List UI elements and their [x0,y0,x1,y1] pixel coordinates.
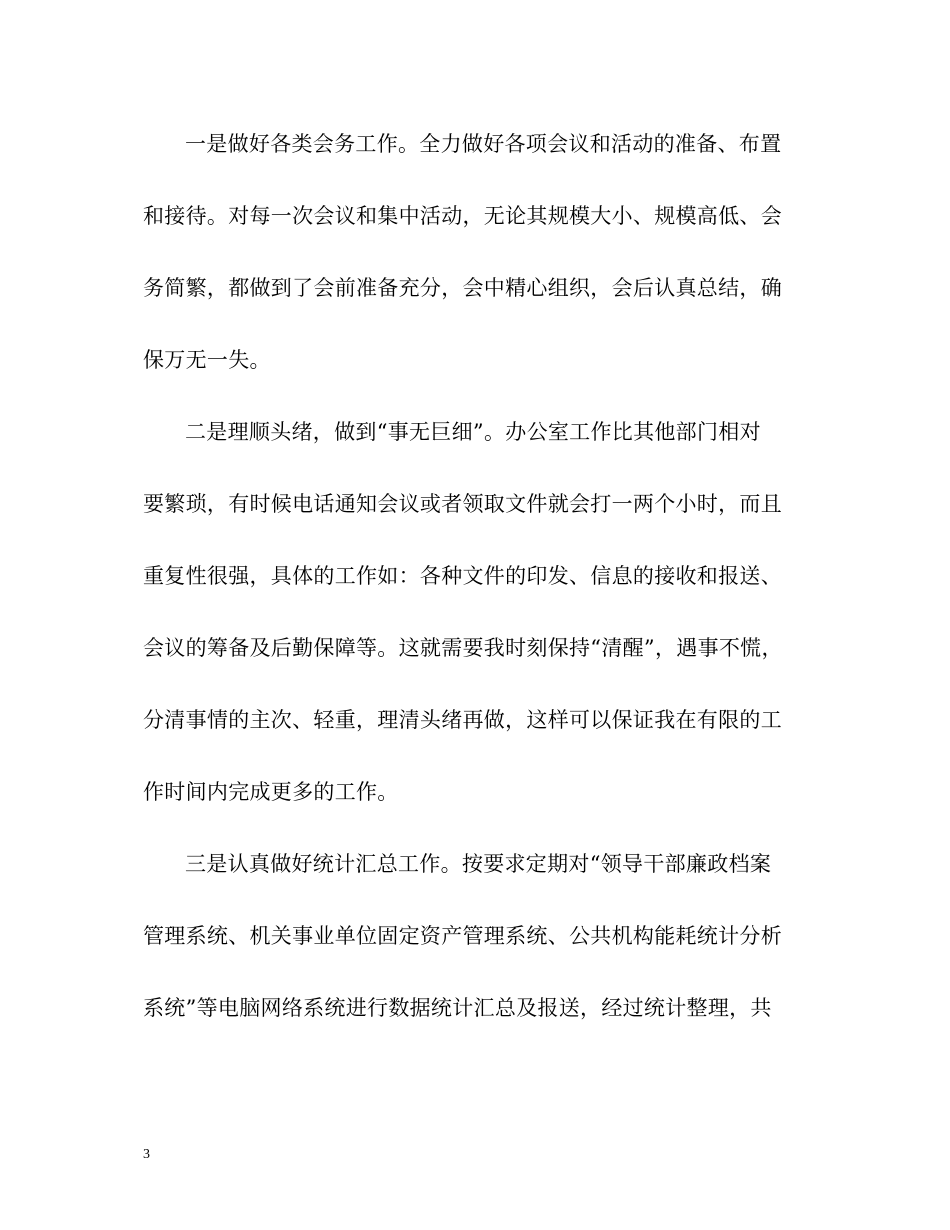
text-line: 务简繁，都做到了会前准备充分，会中精心组织，会后认真总结，确 [143,276,782,300]
paragraph-meeting-work [143,121,807,409]
text-line: 一是做好各类会务工作。全力做好各项会议和活动的准备、布置 [185,132,782,156]
text-line: 保万无一失。 [143,348,271,372]
text-line: 分清事情的主次、轻重，理清头绪再做，这样可以保证我在有限的工 [143,708,782,732]
text-line: 重复性很强，具体的工作如：各种文件的印发、信息的接收和报送、 [143,564,782,588]
text-line: 系统”等电脑网络系统进行数据统计汇总及报送，经过统计整理，共 [143,996,772,1020]
page-number: 3 [143,1147,150,1162]
text-line: 管理系统、机关事业单位固定资产管理系统、公共机构能耗统计分析 [143,924,782,948]
text-line: 会议的筹备及后勤保障等。这就需要我时刻保持“清醒”，遇事不慌， [143,636,783,660]
document-body [143,121,807,1057]
paragraph-statistics-work [143,841,807,1057]
paragraph-organize-work [143,409,807,841]
text-line: 作时间内完成更多的工作。 [143,780,399,804]
text-line: 三是认真做好统计汇总工作。按要求定期对“领导干部廉政档案 [185,852,772,876]
text-line: 和接待。对每一次会议和集中活动，无论其规模大小、规模高低、会 [143,204,782,228]
text-line: 二是理顺头绪，做到“事无巨细”。办公室工作比其他部门相对 [185,420,761,444]
text-line: 要繁琐，有时候电话通知会议或者领取文件就会打一两个小时，而且 [143,492,782,516]
